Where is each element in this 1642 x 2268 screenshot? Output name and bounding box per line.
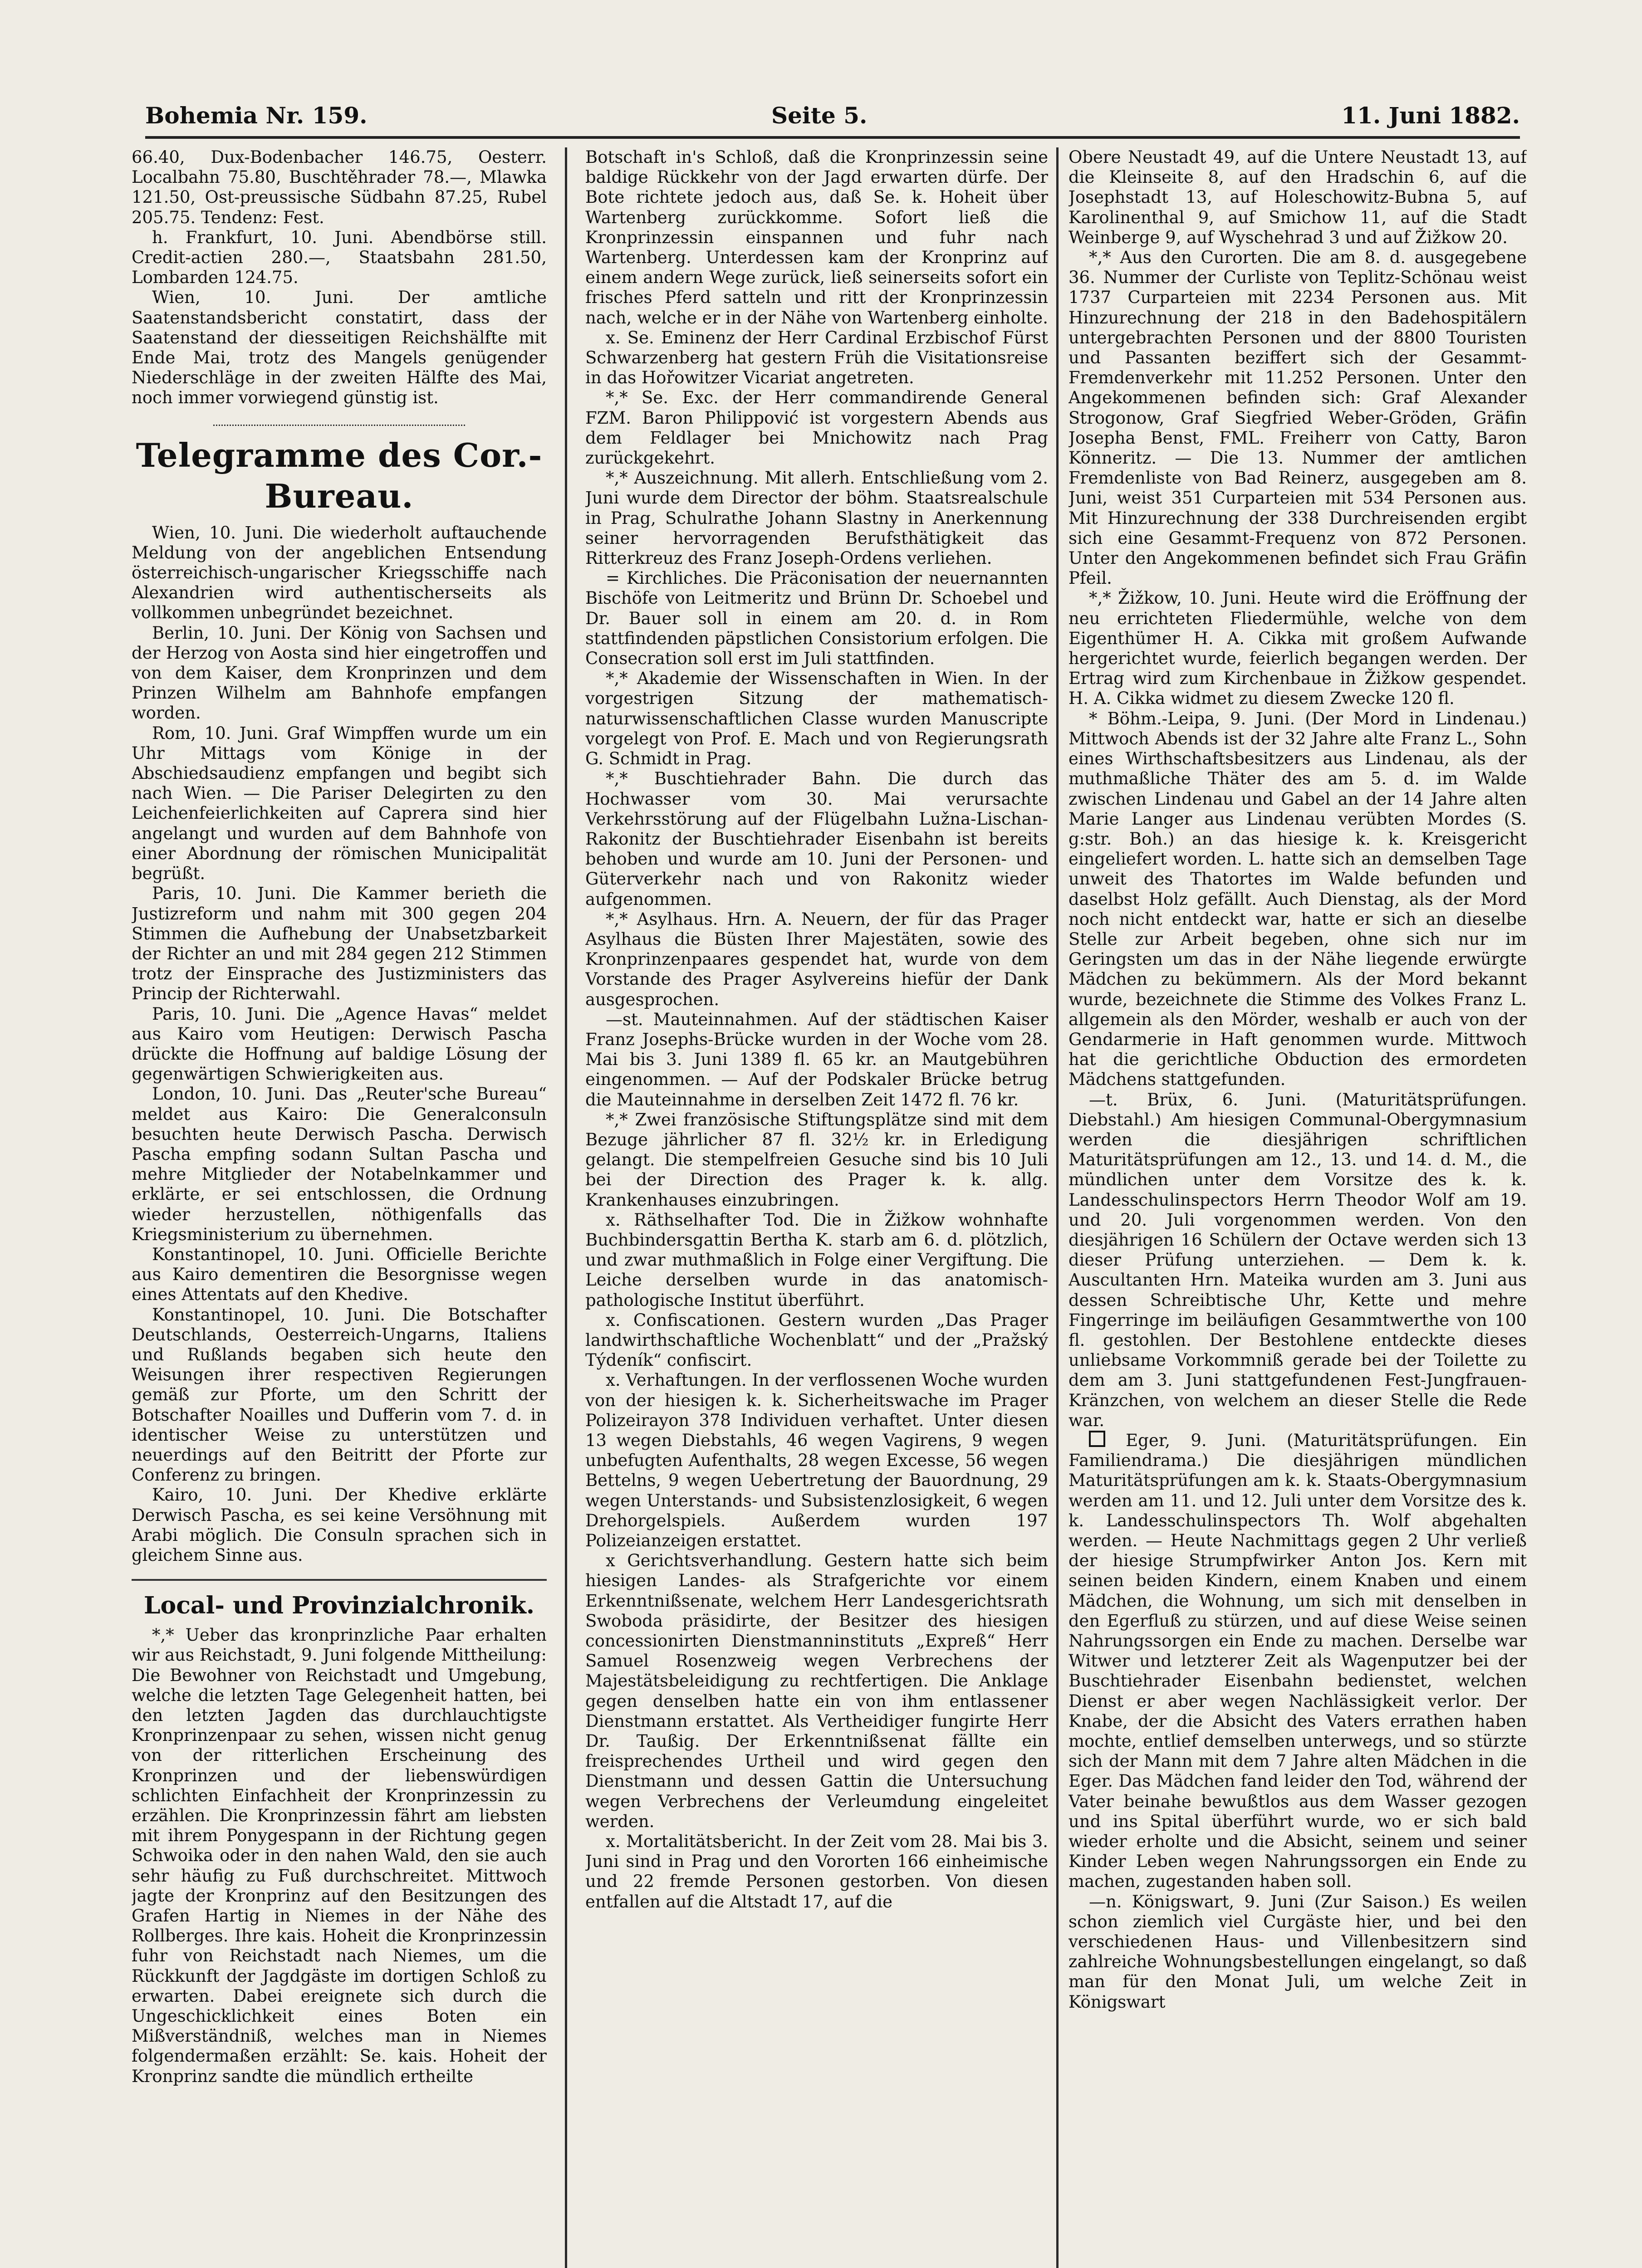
header-page-number: Seite 5. [771, 102, 868, 129]
article-zizkow: *,* Žižkow, 10. Juni. Heute wird die Eröffnung der neu errichteten Fliedermühle, welche von dem Eigenthümer H. A. Cikka mit großem Aufwande hergerichtet wurde, feierlich begangen werden. Der Ertrag wird zum Kirchenbaue in Žižkow gespendet. H. A. Cikka widmet zu diesem Zwecke 120 fl. [1069, 588, 1527, 709]
telegram-konstantinopel-1: Konstantinopel, 10. Juni. Officielle Berichte aus Kairo dementiren die Besorgnisse wegen eines Attentats auf den Khedive. [132, 1244, 547, 1305]
page-header [145, 102, 1520, 138]
column-2 [585, 147, 1048, 2268]
telegram-kairo: Kairo, 10. Juni. Der Khedive erklärte Derwisch Pascha, es sei keine Versöhnung mit Arabi möglich. Die Consuln sprachen sich in gleichem Sinne aus. [132, 1485, 547, 1565]
article-curorte: *,* Aus den Curorten. Die am 8. d. ausgegebene 36. Nummer der Curliste von Teplitz-Schönau weist 1737 Curparteien mit 2234 Personen aus. Mit Hinzurechnung der 218 in den Badehospitälern untergebrachten Personen und der 8800 Touristen und Passanten beziffert sich der Gesammt-Fremdenverkehr mit 11.252 Personen. Unter den Angekommenen befinden sich: Graf Alexander Strogonow, Graf Siegfried Weber-Gröden, Gräfin Josepha Benst, FML. Freiherr von Catty, Baron Könneritz. — Die 13. Nummer der amtlichen Fremdenliste von Bad Reinerz, ausgegeben am 8. Juni, weist 351 Curparteien mit 534 Personen aus. Mit Hinzurechnung der 338 Durchreisenden ergibt sich eine Gesammt-Frequenz von 872 Personen. Unter den Angekommenen befindet sich Frau Gräfin Pfeil. [1069, 248, 1527, 588]
article-brux: —t. Brüx, 6. Juni. (Maturitätsprüfungen. Diebstahl.) Am hiesigen Communal-Obergymnasium werden die diesjährigen schriftlichen Maturitätsprüfungen am 12., 13. und 14. d. M., die mündlichen unter dem Vorsitze des k. k. Landesschulinspectors Herrn Theodor Wolf am 19. und 20. Juli vorgenommen werden. Von den diesjährigen 16 Schülern der Octave werden sich 13 dieser Prüfung unterziehen. — Dem k. k. Auscultanten Hrn. Mateika wurden am 3. Juni aus dessen Schreibtische Uhr, Kette und mehre Fingerringe im beiläufigen Gesammtwerthe von 100 fl. gestohlen. Der Bestohlene entdeckte dieses unliebsame Vorkommniß gerade bei der Toilette zu dem am 3. Juni stattgefundenen Fest-Jungfrauen-Kränzchen, von welchem an dieser Stelle die Rede war. [1069, 1090, 1527, 1430]
article-akademie: *,* Akademie der Wissenschaften in Wien. In der vorgestrigen Sitzung der mathematisch-naturwissenschaftlichen Classe wurden Manuscripte vorgelegt von Prof. E. Mach und von Regierungsrath G. Schmidt in Prag. [585, 669, 1048, 769]
telegram-paris-1: Paris, 10. Juni. Die Kammer berieth die Justizreform und nahm mit 300 gegen 204 Stimmen die Aufhebung der Unabsetzbarkeit der Richter an und mit 284 gegen 212 Stimmen trotz der Einsprache des Justizministers das Princip der Richterwahl. [132, 884, 547, 1004]
article-gerichtsverhandlung: x Gerichtsverhandlung. Gestern hatte sich beim hiesigen Landes- als Strafgerichte vor einem Erkenntnißsenate, welchem Herr Landesgerichtsrath Swoboda präsidirte, der Besitzer des hiesigen concessionirten Dienstmanninstituts „Expreß“ Herr Samuel Rosenzweig wegen Verbrechens der Majestätsbeleidigung zu rechtfertigen. Die Anklage gegen denselben hatte ein von ihm entlassener Dienstmann erstattet. Als Vertheidiger fungirte Herr Dr. Taußig. Der Erkenntnißsenat fällte ein freisprechendes Urtheil und wird gegen den Dienstmann und dessen Gattin die Untersuchung wegen Verbrechens der Verleumdung eingeleitet werden. [585, 1551, 1048, 1831]
article-bahn: *,* Buschtiehrader Bahn. Die durch das Hochwasser vom 30. Mai verursachte Verkehrsstörung auf der Flügelbahn Lužna-Lischan-Rakonitz der Buschtiehrader Eisenbahn ist bereits behoben und wurde am 10. Juni der Personen- und Güterverkehr nach und von Rakonitz wieder aufgenommen. [585, 769, 1048, 909]
telegram-wien: Wien, 10. Juni. Die wiederholt auftauchende Meldung von der angeblichen Entsendung österreichisch-ungarischer Kriegsschiffe nach Alexandrien wird authentischerseits als vollkommen unbegründet bezeichnet. [132, 523, 547, 623]
telegram-rom: Rom, 10. Juni. Graf Wimpffen wurde um ein Uhr Mittags vom Könige in der Abschiedsaudienz empfangen und begibt sich nach Wien. — Die Pariser Delegirten zu den Leichenfeierlichkeiten auf Caprera sind hier angelangt und wurden auf dem Bahnhofe von einer Abordnung der römischen Municipalität begrüßt. [132, 723, 547, 884]
article-auszeichnung: *,* Auszeichnung. Mit allerh. Entschließung vom 2. Juni wurde dem Director der böhm. Staatsrealschule in Prag, Schulrathe Johann Slastny in Anerkennung seiner hervorragenden Berufsthätigkeit das Ritterkreuz des Franz Joseph-Ordens verliehen. [585, 468, 1048, 568]
section-title-telegramme: Telegramme des Cor.-Bureau. [136, 435, 543, 515]
article-eger-text: Eger, 9. Juni. (Maturitätsprüfungen. Ein Familiendrama.) Die diesjährigen mündlichen Maturitätsprüfungen am k. k. Staats-Obergymnasium werden am 11. und 12. Juli unter dem Vorsitze des k. k. Landesschulinspectors Th. Wolf abgehalten werden. — Heute Nachmittags gegen 2 Uhr verließ der hiesige Strumpfwirker Anton Jos. Kern mit seinen beiden Kindern, einem Knaben und einem Mädchen, die Wohnung, um sich mit denselben in den Egerfluß zu stürzen, und auf diese Weise seinen Nahrungssorgen ein Ende zu machen. Derselbe war Witwer und letzterer Zeit als Wagenputzer bei der Buschtiehrader Eisenbahn bedienstet, welchen Dienst er aber wegen Nachlässigkeit verlor. Der Knabe, der die Absicht des Vaters errathen haben mochte, entlief demselben unterwegs, und so stürzte sich der Mann mit dem 7 Jahre alten Mädchen in die Eger. Das Mädchen fand leider den Tod, während der Vater beinahe bewußtlos aus dem Wasser gezogen und ins Spital überführt wurde, wo er sich bald wieder erholte und die Absicht, seinem und seiner Kinder Leben wegen Nahrungssorgen ein Ende zu machen, zugestanden haben soll. [1069, 1431, 1527, 1892]
article-kronprinz: *,* Ueber das kronprinzliche Paar erhalten wir aus Reichstadt, 9. Juni folgende Mittheilung: Die Bewohner von Reichstadt und Umgebung, welche die letzten Tage Gelegenheit hatten, bei den letzten Jagden das durchlauchtigste Kronprinzenpaar zu sehen, wissen nicht genug von der ritterlichen Erscheinung des Kronprinzen und der liebenswürdigen schlichten Einfachheit der Kronprinzessin zu erzählen. Die Kronprinzessin fährt am liebsten mit ihrem Ponygespann in der Richtung gegen Schwoika oder in den nahen Wald, den sie auch sehr häufig zu Fuß durchschreitet. Mittwoch jagte der Kronprinz auf den Besitzungen des Grafen Hartig in Niemes in der Nähe des Rollberges. Ihre kais. Hoheit die Kronprinzessin fuhr von Reichstadt nach Niemes, um die Rückkunft der Jagdgäste im dortigen Schloß zu erwarten. Dabei ereignete sich durch die Ungeschicklichkeit eines Boten ein Mißverständniß, welches man in Niemes folgendermaßen erzählt: Se. kais. Hoheit der Kronprinz sandte die mündlich ertheilte [132, 1625, 547, 2086]
telegram-london: London, 10. Juni. Das „Reuter'sche Bureau“ meldet aus Kairo: Die Generalconsuln besuchten heute Derwisch Pascha. Derwisch Pascha empfing sodann Sultan Pascha und mehre Mitglieder der Notabelnkammer und erklärte, er sei entschlossen, die Ordnung wieder herzustellen, nöthigenfalls das Kriegsministerium zu übernehmen. [132, 1084, 547, 1244]
telegram-paris-2: Paris, 10. Juni. Die „Agence Havas“ meldet aus Kairo vom Heutigen: Derwisch Pascha drückte die Hoffnung auf baldige Lösung der gegenwärtigen Schwierigkeiten aus. [132, 1004, 547, 1084]
article-confiscationen: x. Confiscationen. Gestern wurden „Das Prager landwirthschaftliche Wochenblatt“ und der „Pražský Týdeník“ confiscirt. [585, 1310, 1048, 1370]
article-koenigswart: —n. Königswart, 9. Juni (Zur Saison.) Es weilen schon ziemlich viel Curgäste hier, und bei den verschiedenen Haus- und Villenbesitzern sind zahlreiche Wohnungsbestellungen eingelangt, so daß man für den Monat Juli, um welche Zeit in Königswart [1069, 1892, 1527, 2012]
telegram-berlin: Berlin, 10. Juni. Der König von Sachsen und der Herzog von Aosta sind hier eingetroffen und von dem Kaiser, dem Kronprinzen und dem Prinzen Wilhelm am Bahnhofe empfangen worden. [132, 623, 547, 723]
article-kirchliches: = Kirchliches. Die Präconisation der neuernannten Bischöfe von Leitmeritz und Brünn Dr. Schoebel und Dr. Bauer soll in einem am 20. d. in Rom stattfindenden päpstlichen Consistorium erfolgen. Die Consecration soll erst im Juli stattfinden. [585, 568, 1048, 669]
column-3 [1069, 147, 1527, 2268]
section-title-local: Local- und Provinzialchronik. [143, 1592, 535, 1620]
header-date: 11. Juni 1882. [1341, 102, 1520, 129]
article-mortalitaet: x. Mortalitätsbericht. In der Zeit vom 28. Mai bis 3. Juni sind in Prag und den Vororten 166 einheimische und 22 fremde Personen gestorben. Von diesen entfallen auf die Altstadt 17, auf die [585, 1832, 1048, 1911]
section-separator [132, 1579, 547, 1581]
article-mauteinnahmen: —st. Mauteinnahmen. Auf der städtischen Kaiser Franz Josephs-Brücke wurden in der Woche vom 28. Mai bis 3. Juni 1389 fl. 65 kr. an Mautgebühren eingenommen. — Auf der Podskaler Brücke betrug die Mauteinnahme in derselben Zeit 1472 fl. 76 kr. [585, 1009, 1048, 1110]
column-divider-1 [565, 147, 567, 2268]
market-report-frankfurt: h. Frankfurt, 10. Juni. Abendbörse still. Credit-actien 280.—, Staatsbahn 281.50, Lombarden 124.75. [132, 227, 547, 288]
market-report-saatenstand: Wien, 10. Juni. Der amtliche Saatenstandsbericht constatirt, dass der Saatenstand der diesseitigen Reichshälfte mit Ende Mai, trotz des Mangels genügender Niederschläge in der zweiten Hälfte des Mai, noch immer vorwiegend günstig ist. [132, 288, 547, 408]
column-divider-2 [1056, 147, 1059, 2268]
article-verhaftungen: x. Verhaftungen. In der verflossenen Woche wurden von der hiesigen k. k. Sicherheitswache im Prager Polizeirayon 378 Individuen verhaftet. Unter diesen 13 wegen Diebstahls, 46 wegen Vagirens, 9 wegen unbefugten Aufenthalts, 28 wegen Excesse, 56 wegen Bettelns, 9 wegen Uebertretung der Bauordnung, 29 wegen Unterstands- und Subsistenzlosigkeit, 6 wegen Drehorgelspiels. Außerdem wurden 197 Polizeianzeigen erstattet. [585, 1370, 1048, 1551]
header-rule [145, 136, 1520, 139]
article-eger [1069, 1431, 1527, 1892]
article-stiftungsplaetze: *,* Zwei französische Stiftungsplätze sind mit dem Bezuge jährlicher 87 fl. 32½ kr. in Erledigung gelangt. Die stempelfreien Gesuche sind bis 10 Juli bei der Direction des Prager k. k. allg. Krankenhauses einzubringen. [585, 1110, 1048, 1210]
article-general: *,* Se. Exc. der Herr commandirende General FZM. Baron Philippović ist vorgestern Abends aus dem Feldlager bei Mnichowitz nach Prag zurückgekehrt. [585, 388, 1048, 468]
section-ornament [213, 415, 465, 426]
article-cardinal: x. Se. Eminenz der Herr Cardinal Erzbischof Fürst Schwarzenberg hat gestern Früh die Visitationsreise in das Hořowitzer Vicariat angetreten. [585, 327, 1048, 388]
header-issue: Bohemia Nr. 159. [145, 102, 368, 129]
article-mortalitaet-cont: Obere Neustadt 49, auf die Untere Neustadt 13, auf die Kleinseite 8, auf den Hradschin 6, auf die Josephstadt 13, auf Holeschowitz-Bubna 5, auf Karolinenthal 9, auf Smichow 11, auf die Stadt Weinberge 9, auf Wyschehrad 3 und auf Žižkow 20. [1069, 147, 1527, 247]
column-1 [132, 147, 547, 2268]
telegram-konstantinopel-2: Konstantinopel, 10. Juni. Die Botschafter Deutschlands, Oesterreich-Ungarns, Italiens und Rußlands begaben sich heute den Weisungen ihrer respectiven Regierungen gemäß zur Pforte, um den Schritt der Botschafter Noailles und Dufferin vom 7. d. in identischer Weise zu unterstützen und neuerdings auf den Beitritt der Pforte zur Conferenz zu bringen. [132, 1305, 547, 1485]
article-asylhaus: *,* Asylhaus. Hrn. A. Neuern, der für das Prager Asylhaus die Büsten Ihrer Majestäten, sowie des Kronprinzenpaares gespendet hat, wurde von dem Vorstande des Prager Asylvereins hiefür der Dank ausgesprochen. [585, 909, 1048, 1009]
article-tod: x. Räthselhafter Tod. Die in Žižkow wohnhafte Buchbindersgattin Bertha K. starb am 6. d. plötzlich, und zwar muthmaßlich in Folge einer Vergiftung. Die Leiche derselben wurde in das anatomisch-pathologische Institut überführt. [585, 1210, 1048, 1310]
market-report-1: 66.40, Dux-Bodenbacher 146.75, Oesterr. Localbahn 75.80, Buschtěhrader 78.—, Mlawka 121.50, Ost-preussische Südbahn 87.25, Rubel 205.75. Tendenz: Fest. [132, 147, 547, 227]
article-kronprinz-cont: Botschaft in's Schloß, daß die Kronprinzessin seine baldige Rückkehr von der Jagd erwarten dürfe. Der Bote richtete jedoch aus, daß Se. k. Hoheit über Wartenberg zurückkomme. Sofort ließ die Kronprinzessin einspannen und fuhr nach Wartenberg. Unterdessen kam der Kronprinz auf einem andern Wege zurück, ließ seinerseits sofort ein frisches Pferd satteln und ritt der Kronprinzessin nach, welche er in der Nähe von Wartenberg einholte. [585, 147, 1048, 327]
square-mark-icon [1089, 1431, 1105, 1447]
article-leipa: * Böhm.-Leipa, 9. Juni. (Der Mord in Lindenau.) Mittwoch Abends ist der 32 Jahre alte Franz L., Sohn eines Wirthschaftsbesitzers aus Lindenau, als der muthmaßliche Thäter des am 5. d. im Walde zwischen Lindenau und Gabel an der 14 Jahre alten Marie Langer aus Lindenau verübten Mordes (S. g:str. Boh.) an das hiesige k. k. Kreisgericht eingeliefert worden. L. hatte sich an demselben Tage unweit des Thatortes im Walde befunden und daselbst Holz gefällt. Auch Dienstag, als der Mord noch nicht entdeckt war, hatte er sich an dieselbe Stelle zur Arbeit begeben, ohne sich nur im Geringsten um das in der Nähe liegende erwürgte Mädchen zu bekümmern. Als der Mord bekannt wurde, bezeichnete die Stimme des Volkes Franz L. allgemein als den Mörder, weshalb er auch von der Gendarmerie in Haft genommen wurde. Mittwoch hat die gerichtliche Obduction des ermordeten Mädchens stattgefunden. [1069, 709, 1527, 1090]
